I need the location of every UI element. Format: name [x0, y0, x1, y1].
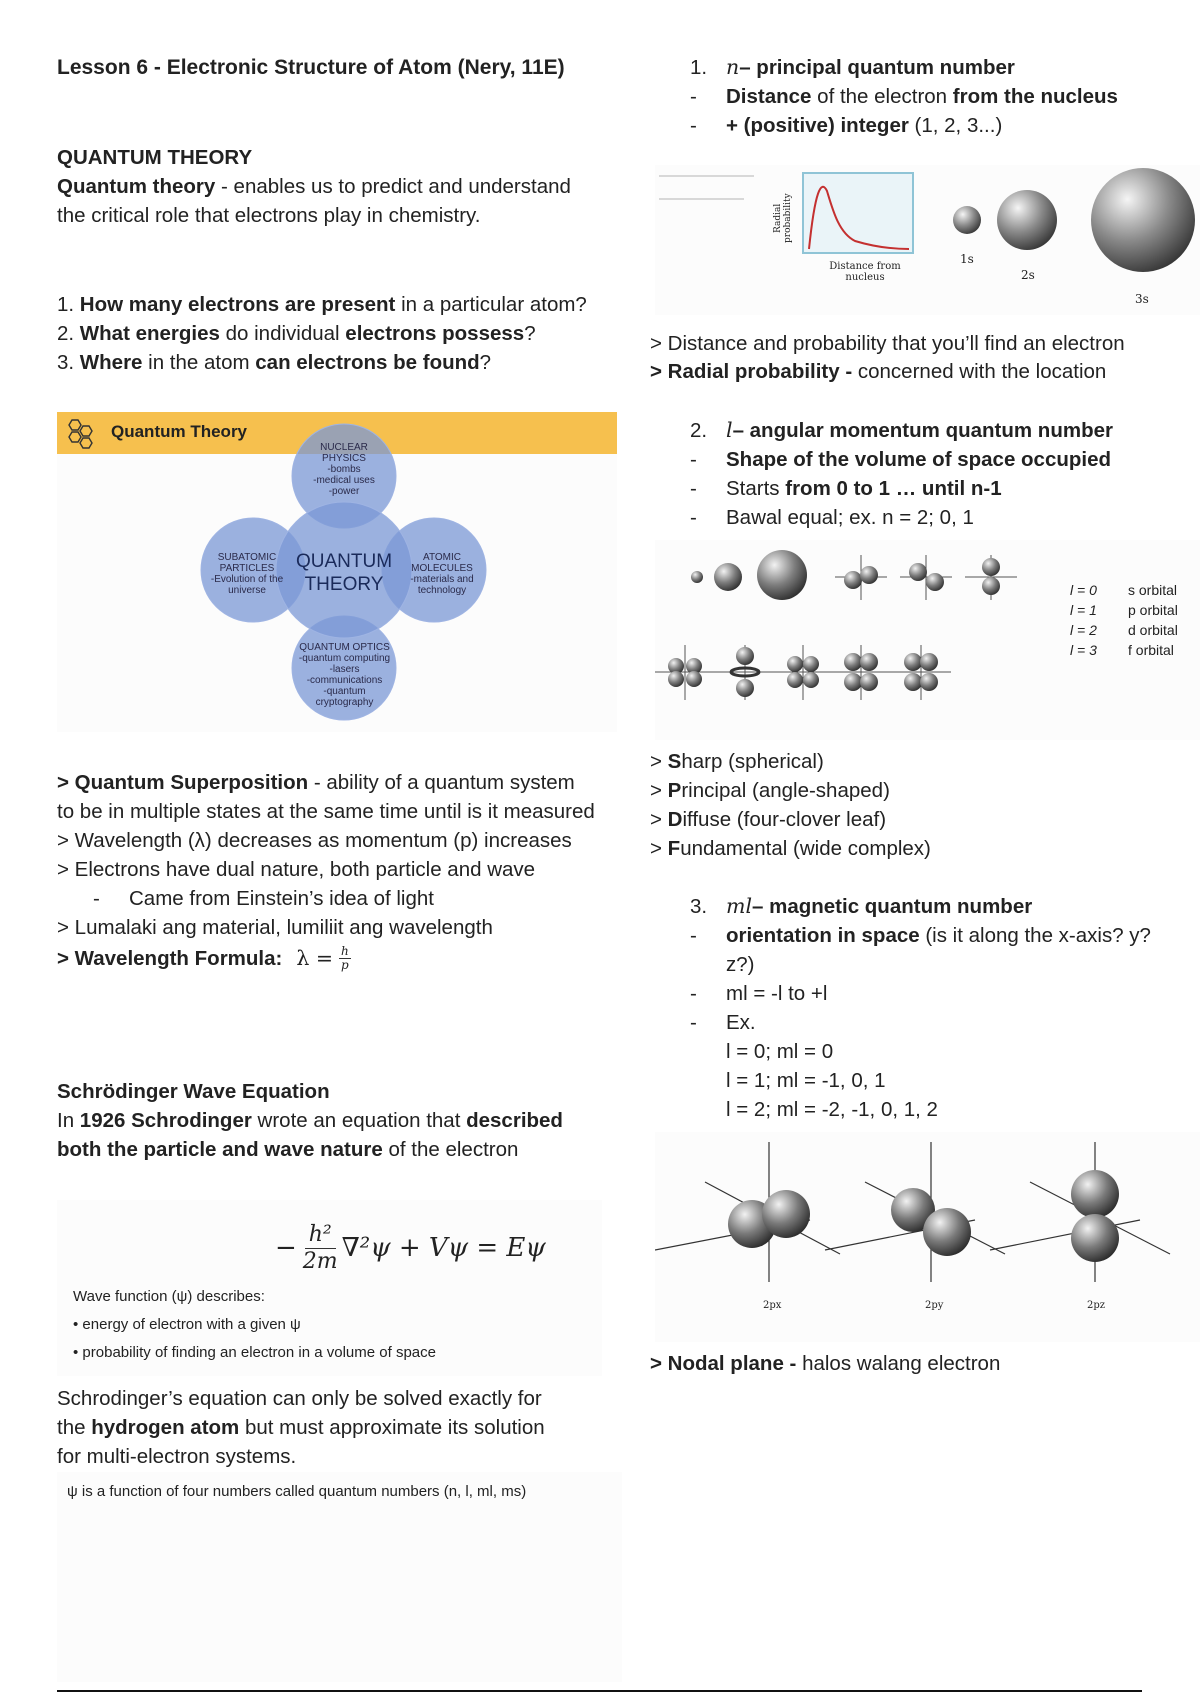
spdf-item-diffuse: > Diffuse (four-clover leaf) [650, 808, 887, 831]
orbital-label-3s: 3s [1135, 292, 1149, 306]
l-orbital-row: l = 1 p orbital [1070, 602, 1178, 618]
spdf-item-fundamental: > Fundamental (wide complex) [650, 837, 931, 860]
psi-figure [57, 1472, 622, 1682]
schrodinger-equation-figure [57, 1200, 602, 1376]
formula-fraction: $\frac{h}{p}$ [341, 944, 349, 972]
note-superposition: > Quantum Superposition - ability of a quantum system to be in multiple states at the same time until is it measured [57, 771, 595, 823]
question-3: 3. Where in the atom can electrons be found? [57, 351, 492, 374]
note-wavelength: > Wavelength (λ) decreases as momentum (p) increases [57, 829, 572, 852]
orbital-spheres-1s-2s-3s [945, 165, 1200, 295]
ml-bullet-2: - ml = -l to +l [690, 982, 828, 1005]
schrodinger-equation: − $\frac{\text{h²}}{2m}$ ∇²ψ + Vψ = Eψ [275, 1222, 546, 1274]
radial-note-2: > Radial probability - concerned with the location [650, 360, 1107, 383]
l-orbital-table [1070, 580, 1178, 660]
top-circle-label: NUCLEAR PHYSICS -bombs -medical uses -power [313, 442, 375, 497]
n-heading: 1. n – principal quantum number [690, 55, 1015, 79]
spdf-list [650, 747, 1195, 863]
radial-note-1: > Distance and probability that you’ll find an electron [650, 332, 1125, 355]
faded-text-line [659, 175, 754, 177]
p-label-x: 2px [763, 1300, 782, 1311]
l-orbital-row: l = 0 s orbital [1070, 582, 1178, 598]
wave-function-notes: Wave function (ψ) describes: • energy of electron with a given ψ • probability of finding an electron in a volume of space [73, 1288, 436, 1361]
orbital-shapes-figure [655, 540, 1200, 740]
ml-heading: 3. ml – magnetic quantum number [690, 894, 1033, 918]
bottom-circle-label: QUANTUM OPTICS -quantum computing -lasers -communications -quantum cryptography [298, 642, 391, 708]
note-dual-nature: > Electrons have dual nature, both particle and wave [57, 858, 536, 881]
p-label-y: 2py [925, 1300, 944, 1311]
ml-examples: l = 0; ml = 0 l = 1; ml = -1, 0, 1 l = 2; ml = -2, -1, 0, 1, 2 [726, 1040, 938, 1121]
questions-list [57, 290, 587, 377]
page-title: Lesson 6 - Electronic Structure of Atom (Nery, 11E) [57, 56, 565, 79]
faded-text-line [659, 198, 744, 200]
note-dual-sub: - Came from Einstein’s idea of light [93, 887, 434, 910]
ml-section [645, 892, 1185, 1124]
quantum-theory-diagram [57, 412, 617, 732]
n-bullet-1: - Distance of the electron from the nucleus [690, 85, 1118, 108]
swe-paragraph: In 1926 Schrodinger wrote an equation that described both the particle and wave nature of the electron [57, 1109, 563, 1161]
l-orbital-row: l = 3 f orbital [1070, 642, 1174, 658]
question-2: 2. What energies do individual electrons possess? [57, 322, 536, 345]
left-circle-label: SUBATOMIC PARTICLES -Evolution of the universe [210, 552, 284, 596]
orbital-label-1s: 1s [960, 252, 974, 266]
schrodinger-section [57, 1077, 567, 1164]
l-bullet-1: - Shape of the volume of space occupied [690, 448, 1112, 471]
question-1: 1. How many electrons are present in a particular atom? [57, 293, 587, 316]
orbital-label-2s: 2s [1021, 268, 1035, 282]
l-orbital-row: l = 2 d orbital [1070, 622, 1178, 638]
n-bullet-2: - + (positive) integer (1, 2, 3...) [690, 114, 1003, 137]
n-section [645, 53, 1185, 140]
p-label-z: 2pz [1087, 1300, 1106, 1311]
radial-xlabel: Distance from nucleus [829, 261, 901, 283]
psi-line: ψ is a function of four numbers called quantum numbers (n, l, ml, ms) [67, 1483, 527, 1500]
ml-bullet-3: - Ex. [690, 1011, 756, 1034]
spdf-item-principal: > Principal (angle-shaped) [650, 779, 890, 802]
radial-probability-figure [655, 165, 1200, 315]
bottom-divider [57, 1690, 1142, 1692]
orbital-shapes-drawing [655, 540, 1055, 740]
nodal-plane-note: > Nodal plane - halos walang electron [650, 1352, 1001, 1375]
p-orbital-orientations-figure [655, 1132, 1200, 1342]
l-bullet-2: - Starts from 0 to 1 … until n-1 [690, 477, 1002, 500]
l-section [645, 416, 1185, 532]
qt-definition: Quantum theory - enables us to predict and understand the critical role that electrons play in chemistry. [57, 175, 571, 227]
ml-bullet-1: - orientation in space (is it along the x-axis? y? z?) [690, 924, 1151, 976]
center-label: QUANTUM THEORY [295, 551, 393, 595]
radial-ylabel: Radial probability [773, 193, 793, 243]
qt-heading: QUANTUM THEORY [57, 146, 253, 169]
note-formula: > Wavelength Formula: λ = $\frac{h}{p}$ [57, 944, 349, 972]
solved-paragraph: Schrodinger’s equation can only be solved exactly for the hydrogen atom but must approximate its solution for multi-electron systems. [57, 1387, 545, 1468]
spdf-item-sharp: > Sharp (spherical) [650, 750, 824, 773]
right-circle-label: ATOMIC MOLECULES -materials and technology [410, 552, 474, 596]
quantum-theory-section [57, 143, 597, 230]
swe-heading: Schrödinger Wave Equation [57, 1080, 330, 1103]
radial-notes [650, 330, 1195, 386]
l-bullet-3: - Bawal equal; ex. n = 2; 0, 1 [690, 506, 974, 529]
note-lumalaki: > Lumalaki ang material, lumiliit ang wavelength [57, 916, 493, 939]
notes-list [57, 768, 597, 975]
l-heading: 2. l – angular momentum quantum number [690, 418, 1113, 442]
diagram-banner-title: Quantum Theory [111, 422, 248, 441]
